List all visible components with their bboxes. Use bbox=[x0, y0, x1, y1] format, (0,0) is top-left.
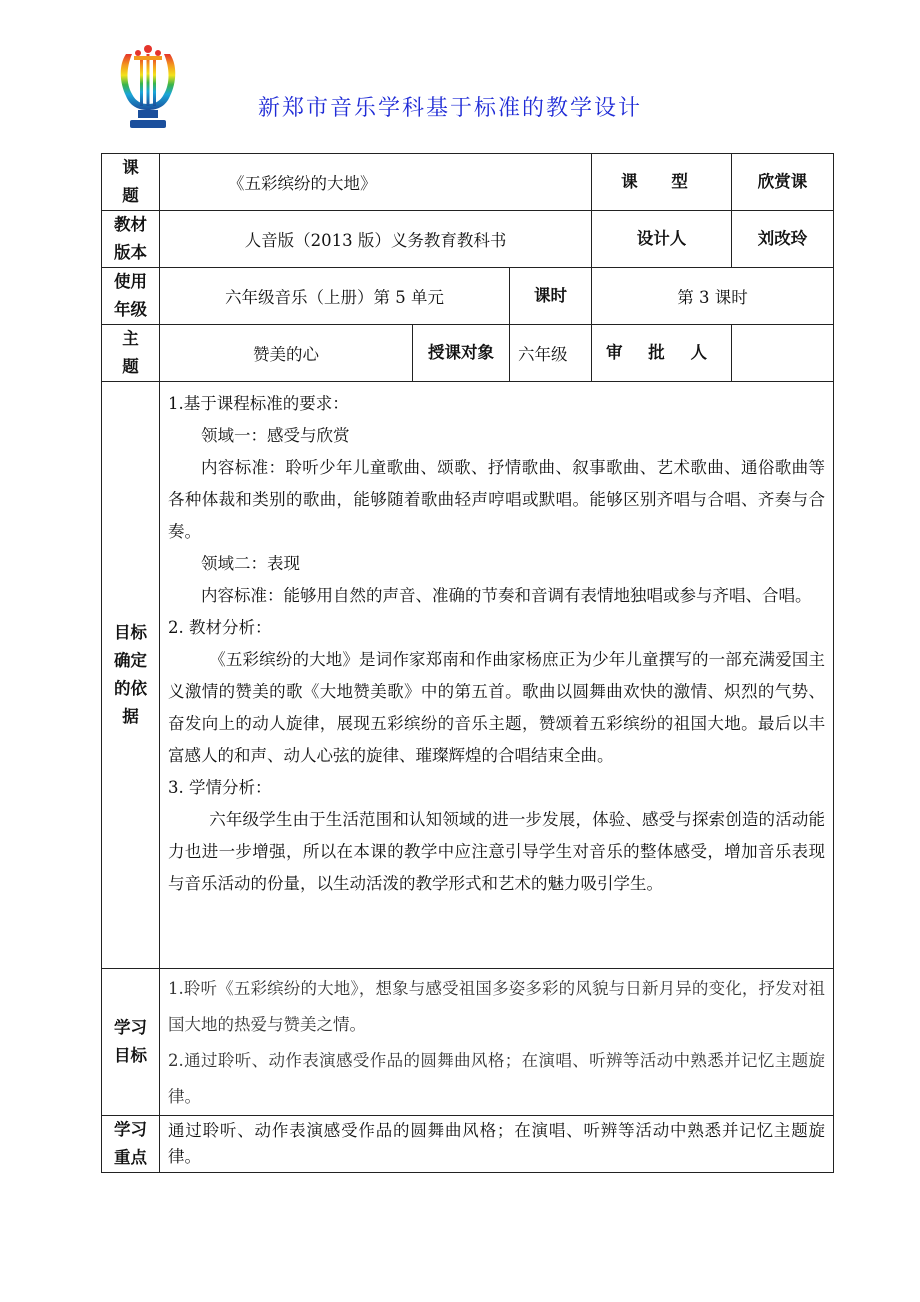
student-analysis-heading: 3. 学情分析： bbox=[168, 778, 272, 797]
standards-heading: 1.基于课程标准的要求： bbox=[168, 394, 349, 413]
learning-goal-1: 1.聆听《五彩缤纷的大地》，想象与感受祖国多姿多彩的风貌与日新月异的变化，抒发对祖国大地的热爱与赞美之情。 bbox=[168, 979, 825, 1034]
learning-focus-text: 通过聆听、动作表演感受作品的圆舞曲风格；在演唱、听辨等活动中熟悉并记忆主题旋律。 bbox=[168, 1121, 825, 1166]
basis-label: 目标 确定 的依 据 bbox=[102, 382, 160, 969]
learning-goals-label: 学习 目标 bbox=[102, 969, 160, 1116]
class-hour-value: 第 3 课时 bbox=[592, 268, 834, 325]
domain-one: 领域一：感受与欣赏 bbox=[201, 426, 350, 445]
learning-focus-content bbox=[160, 1116, 834, 1173]
course-title-label: 课 题 bbox=[102, 154, 160, 211]
designer-label: 设计人 bbox=[592, 211, 732, 268]
textbook-edition-label: 教材 版本 bbox=[102, 211, 160, 268]
approver-label: 审 批 人 bbox=[592, 325, 732, 382]
learning-goal-2: 2.通过聆听、动作表演感受作品的圆舞曲风格；在演唱、听辨等活动中熟悉并记忆主题旋律。 bbox=[168, 1051, 825, 1106]
course-type-value: 欣赏课 bbox=[732, 154, 834, 211]
audience-value: 六年级 bbox=[510, 325, 592, 382]
theme-label: 主 题 bbox=[102, 325, 160, 382]
class-hour-label: 课时 bbox=[510, 268, 592, 325]
domain-two: 领域二：表现 bbox=[201, 554, 300, 573]
course-title-value: 《五彩缤纷的大地》 bbox=[160, 154, 592, 211]
grade-value: 六年级音乐（上册）第 5 单元 bbox=[160, 268, 510, 325]
approver-value bbox=[732, 325, 834, 382]
designer-value: 刘改玲 bbox=[732, 211, 834, 268]
audience-label: 授课对象 bbox=[413, 325, 510, 382]
grade-label: 使用 年级 bbox=[102, 268, 160, 325]
page-title: 新郑市音乐学科基于标准的教学设计 bbox=[258, 96, 643, 121]
course-type-label: 课 型 bbox=[592, 154, 732, 211]
lyre-logo-icon bbox=[116, 44, 180, 132]
lesson-design-table bbox=[101, 153, 834, 1173]
learning-focus-label: 学习 重点 bbox=[102, 1116, 160, 1173]
student-analysis-text: 六年级学生由于生活范围和认知领域的进一步发展，体验、感受与探索创造的活动能力也进一步增强，所以在本课的教学中应注意引导学生对音乐的整体感受，增加音乐表现与音乐活动的份量，以生动活泼的教学形式和艺术的魅力吸引学生。 bbox=[168, 810, 825, 893]
learning-goals-content bbox=[160, 969, 834, 1116]
theme-value: 赞美的心 bbox=[160, 325, 413, 382]
basis-content bbox=[160, 382, 834, 969]
material-analysis-heading: 2. 教材分析： bbox=[168, 618, 272, 637]
domain-one-standard: 内容标准：聆听少年儿童歌曲、颂歌、抒情歌曲、叙事歌曲、艺术歌曲、通俗歌曲等各种体裁和类别的歌曲，能够随着歌曲轻声哼唱或默唱。能够区别齐唱与合唱、齐奏与合奏。 bbox=[168, 458, 825, 541]
textbook-edition-value: 人音版（2013 版）义务教育教科书 bbox=[160, 211, 592, 268]
material-analysis-text: 《五彩缤纷的大地》是词作家郑南和作曲家杨庶正为少年儿童撰写的一部充满爱国主义激情的赞美的歌《大地赞美歌》中的第五首。歌曲以圆舞曲欢快的激情、炽烈的气势、奋发向上的动人旋律，展现五彩缤纷的音乐主题，赞颂着五彩缤纷的祖国大地。最后以丰富感人的和声、动人心弦的旋律、璀璨辉煌的合唱结束全曲。 bbox=[168, 650, 825, 765]
domain-two-standard: 内容标准：能够用自然的声音、准确的节奏和音调有表情地独唱或参与齐唱、合唱。 bbox=[201, 586, 812, 605]
